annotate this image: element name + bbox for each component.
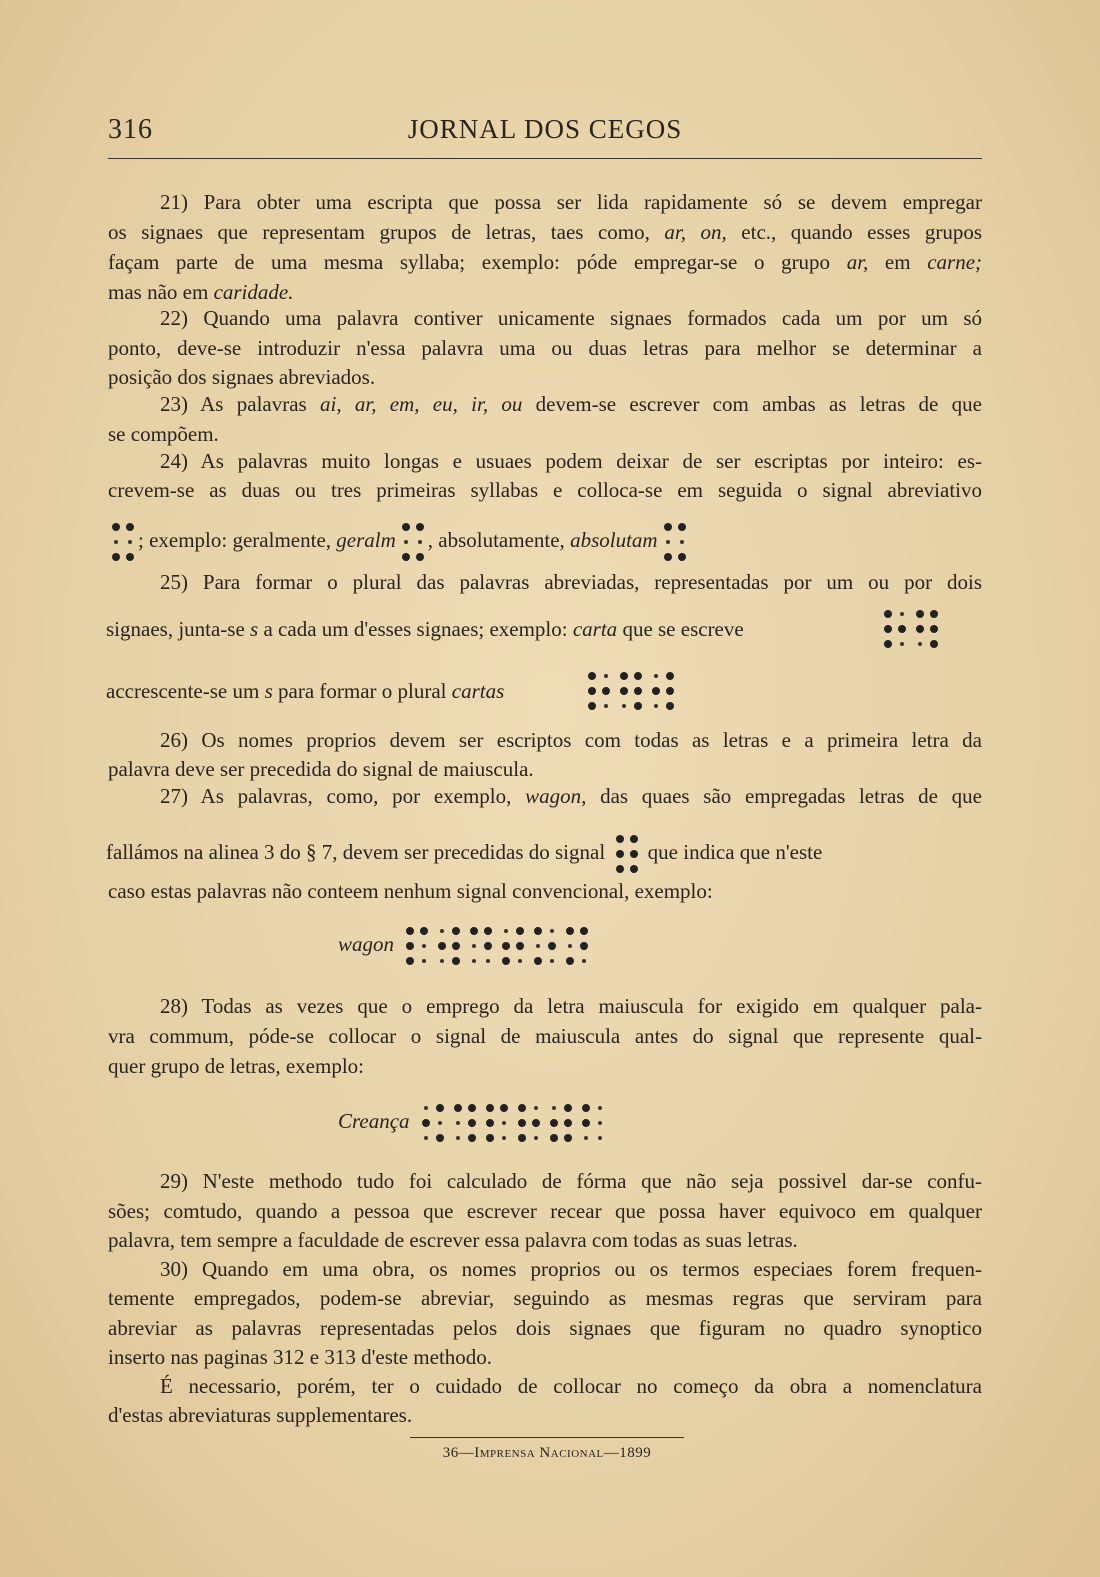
page-number: 316 <box>108 114 153 145</box>
braille-cell <box>576 1100 608 1146</box>
braille-cell <box>614 668 646 714</box>
flat-dot <box>472 959 476 963</box>
flat-dot <box>422 959 426 963</box>
raised-dot <box>884 625 892 633</box>
p23-line1: 23) As palavras ai, ar, em, eu, ir, ou devem-se escrever com ambas as letras de que <box>160 392 982 416</box>
braille-cell <box>106 519 138 565</box>
raised-dot <box>516 942 524 950</box>
raised-dot <box>664 553 672 561</box>
p30-line2: temente empregados, podem-se abreviar, seguindo as mesmas regras que serviram para <box>108 1286 982 1310</box>
braille-cell <box>544 1100 576 1146</box>
raised-dot <box>452 957 460 965</box>
flat-dot <box>622 704 626 708</box>
braille-wagon-example <box>338 923 592 969</box>
p21-line3: façam parte de uma mesma syllaba; exemplo: póde empregar-se o grupo ar, em carne; <box>108 250 983 274</box>
p25-line2: signaes, junta-se s a cada um d'esses signaes; exemplo: carta que se escreve <box>106 617 744 641</box>
raised-dot <box>438 942 446 950</box>
flat-dot <box>552 1106 556 1110</box>
braille-cell <box>480 1100 512 1146</box>
flat-dot <box>456 1121 460 1125</box>
p22-line2: ponto, deve-se introduzir n'essa palavra uma ou duas letras para melhor se determinar a <box>108 336 982 360</box>
braille-cell <box>610 831 642 877</box>
flat-dot <box>598 1136 602 1140</box>
raised-dot <box>534 957 542 965</box>
example-word-wagon: wagon <box>338 931 395 956</box>
p22-line1: 22) Quando uma palavra contiver unicamente signaes formados cada um por um só <box>160 306 982 330</box>
p21-line2: os signaes que representam grupos de letras, taes como, ar, on, etc., quando esses grupos <box>108 220 982 244</box>
raised-dot <box>930 610 938 618</box>
raised-dot <box>916 625 924 633</box>
printer-imprint: 36—Imprensa Nacional—1899 <box>442 1445 652 1461</box>
braille-cartas <box>582 668 678 714</box>
raised-dot <box>468 1134 476 1142</box>
raised-dot <box>634 687 642 695</box>
raised-dot <box>564 1119 572 1127</box>
p28-line3: quer grupo de letras, exemplo: <box>108 1054 364 1078</box>
flat-dot <box>438 1121 442 1125</box>
raised-dot <box>664 523 672 531</box>
raised-dot <box>580 942 588 950</box>
raised-dot <box>502 942 510 950</box>
flat-dot <box>598 1106 602 1110</box>
raised-dot <box>484 927 492 935</box>
flat-dot <box>918 642 922 646</box>
raised-dot <box>422 1119 430 1127</box>
page-header <box>108 108 982 152</box>
raised-dot <box>666 672 674 680</box>
raised-dot <box>602 687 610 695</box>
flat-dot <box>114 540 118 544</box>
braille-cell <box>432 923 464 969</box>
p30-line3: abreviar as palavras representadas pelos dois signaes que figuram no quadro synoptico <box>108 1316 982 1340</box>
raised-dot <box>548 942 556 950</box>
raised-dot <box>402 523 410 531</box>
raised-dot <box>582 1119 590 1127</box>
p27-line1: 27) As palavras, como, por exemplo, wagon, das quaes são empregadas letras de que <box>160 784 983 808</box>
braille-cell <box>528 923 560 969</box>
raised-dot <box>930 640 938 648</box>
raised-dot <box>112 553 120 561</box>
raised-dot <box>500 1104 508 1112</box>
raised-dot <box>406 927 414 935</box>
p24-line1: 24) As palavras muito longas e usuaes podem deixar de ser escriptas por inteiro: es- <box>160 449 982 473</box>
flat-dot <box>502 1121 506 1125</box>
raised-dot <box>452 927 460 935</box>
flat-dot <box>534 1106 538 1110</box>
p26-line2: palavra deve ser precedida do signal de maiuscula. <box>108 757 534 781</box>
raised-dot <box>588 672 596 680</box>
flat-dot <box>422 944 426 948</box>
braille-cell <box>512 1100 544 1146</box>
raised-dot <box>486 1134 494 1142</box>
flat-dot <box>418 540 422 544</box>
flat-dot <box>604 704 608 708</box>
p29-line1: 29) N'este methodo tudo foi calculado de fórma que não seja possivel dar-se confu- <box>160 1169 982 1193</box>
raised-dot <box>884 610 892 618</box>
p30-line4: inserto nas paginas 312 e 313 d'este methodo. <box>108 1345 493 1369</box>
flat-dot <box>502 1136 506 1140</box>
running-title: JORNAL DOS CEGOS <box>407 114 683 144</box>
closing-line2: d'estas abreviaturas supplementares. <box>108 1403 413 1427</box>
raised-dot <box>930 625 938 633</box>
raised-dot <box>678 523 686 531</box>
raised-dot <box>416 553 424 561</box>
raised-dot <box>630 835 638 843</box>
raised-dot <box>468 1104 476 1112</box>
raised-dot <box>652 687 660 695</box>
p25-line3: accrescente-se um s para formar o plural cartas <box>106 679 505 703</box>
flat-dot <box>598 1121 602 1125</box>
raised-dot <box>420 927 428 935</box>
flat-dot <box>424 1136 428 1140</box>
raised-dot <box>126 523 134 531</box>
raised-dot <box>616 835 624 843</box>
raised-dot <box>916 610 924 618</box>
flat-dot <box>404 540 408 544</box>
raised-dot <box>678 553 686 561</box>
raised-dot <box>518 1134 526 1142</box>
raised-dot <box>518 1119 526 1127</box>
raised-dot <box>532 1119 540 1127</box>
raised-dot <box>582 1104 590 1112</box>
raised-dot <box>454 1104 462 1112</box>
raised-dot <box>550 1134 558 1142</box>
flat-dot <box>568 944 572 948</box>
raised-dot <box>666 702 674 710</box>
braille-cell <box>464 923 496 969</box>
raised-dot <box>588 687 596 695</box>
raised-dot <box>516 927 524 935</box>
flat-dot <box>440 959 444 963</box>
closing-line1: É necessario, porém, ter o cuidado de collocar no começo da obra a nomenclatura <box>160 1374 982 1398</box>
raised-dot <box>470 927 478 935</box>
raised-dot <box>884 640 892 648</box>
braille-creanca-example <box>338 1100 608 1146</box>
footer-rule <box>410 1437 684 1438</box>
flat-dot <box>666 540 670 544</box>
raised-dot <box>112 523 120 531</box>
braille-cell <box>560 923 592 969</box>
p22-line3: posição dos signaes abreviados. <box>108 365 376 389</box>
raised-dot <box>580 927 588 935</box>
flat-dot <box>550 959 554 963</box>
raised-dot <box>486 1119 494 1127</box>
flat-dot <box>128 540 132 544</box>
raised-dot <box>616 865 624 873</box>
raised-dot <box>588 702 596 710</box>
flat-dot <box>900 642 904 646</box>
p28-line1: 28) Todas as vezes que o emprego da letra maiuscula for exigido em qualquer pala- <box>160 994 982 1018</box>
raised-dot <box>630 865 638 873</box>
p21-line1: 21) Para obter uma escripta que possa ser lida rapidamente só se devem empregar <box>160 190 982 214</box>
raised-dot <box>634 702 642 710</box>
raised-dot <box>634 672 642 680</box>
braille-carta <box>878 606 942 652</box>
flat-dot <box>584 1136 588 1140</box>
braille-cell <box>448 1100 480 1146</box>
flat-dot <box>440 929 444 933</box>
raised-dot <box>486 1104 494 1112</box>
raised-dot <box>898 625 906 633</box>
raised-dot <box>534 927 542 935</box>
braille-cell <box>646 668 678 714</box>
raised-dot <box>620 687 628 695</box>
raised-dot <box>620 672 628 680</box>
raised-dot <box>550 1119 558 1127</box>
raised-dot <box>468 1119 476 1127</box>
braille-cell <box>416 1100 448 1146</box>
header-rule <box>108 158 982 159</box>
p29-line3: palavra, tem sempre a faculdade de escrever essa palavra com todas as suas letras. <box>108 1228 798 1252</box>
raised-dot <box>502 957 510 965</box>
flat-dot <box>486 959 490 963</box>
flat-dot <box>582 959 586 963</box>
p23-line2: se compõem. <box>108 422 219 446</box>
p30-line1: 30) Quando em uma obra, os nomes proprios ou os termos especiaes forem frequen- <box>160 1257 982 1281</box>
flat-dot <box>536 944 540 948</box>
raised-dot <box>566 927 574 935</box>
p27-line2: fallámos na alinea 3 do § 7, devem ser precedidas do signal que indica que n'este <box>106 831 822 877</box>
flat-dot <box>456 1136 460 1140</box>
raised-dot <box>666 687 674 695</box>
p29-line2: sões; comtudo, quando a pessoa que escrever recear que possa haver equivoco em qualquer <box>108 1199 982 1223</box>
raised-dot <box>518 1104 526 1112</box>
p21-line4: mas não em caridade. <box>108 280 294 304</box>
braille-cell <box>658 519 690 565</box>
flat-dot <box>654 704 658 708</box>
raised-dot <box>436 1104 444 1112</box>
raised-dot <box>616 850 624 858</box>
p25-line1: 25) Para formar o plural das palavras abreviadas, representadas por um ou por dois <box>160 570 982 594</box>
raised-dot <box>416 523 424 531</box>
raised-dot <box>406 957 414 965</box>
raised-dot <box>484 942 492 950</box>
braille-cell <box>582 668 614 714</box>
p26-line1: 26) Os nomes proprios devem ser escriptos com todas as letras e a primeira letra da <box>160 728 982 752</box>
flat-dot <box>424 1106 428 1110</box>
flat-dot <box>550 929 554 933</box>
braille-cell <box>878 606 910 652</box>
flat-dot <box>504 929 508 933</box>
example-word-creanca: Creança <box>338 1108 410 1133</box>
p24-line3: ; exemplo: geralmente, geralm , absolutamente, absolutam <box>106 519 690 565</box>
raised-dot <box>406 942 414 950</box>
raised-dot <box>630 850 638 858</box>
raised-dot <box>402 553 410 561</box>
braille-cell <box>496 923 528 969</box>
braille-cell <box>910 606 942 652</box>
flat-dot <box>534 1136 538 1140</box>
raised-dot <box>436 1134 444 1142</box>
raised-dot <box>564 1134 572 1142</box>
p27-line3: caso estas palavras não conteem nenhum signal convencional, exemplo: <box>108 879 713 903</box>
flat-dot <box>604 674 608 678</box>
flat-dot <box>518 959 522 963</box>
raised-dot <box>126 553 134 561</box>
flat-dot <box>680 540 684 544</box>
raised-dot <box>566 957 574 965</box>
p24-line2: crevem-se as duas ou tres primeiras syllabas e colloca-se em seguida o signal abreviativo <box>108 478 982 502</box>
flat-dot <box>900 612 904 616</box>
flat-dot <box>654 674 658 678</box>
p28-line2: vra commum, póde-se collocar o signal de maiuscula antes do signal que represente qual- <box>108 1024 982 1048</box>
braille-cell <box>396 519 428 565</box>
raised-dot <box>452 942 460 950</box>
flat-dot <box>472 944 476 948</box>
braille-cell <box>400 923 432 969</box>
raised-dot <box>564 1104 572 1112</box>
